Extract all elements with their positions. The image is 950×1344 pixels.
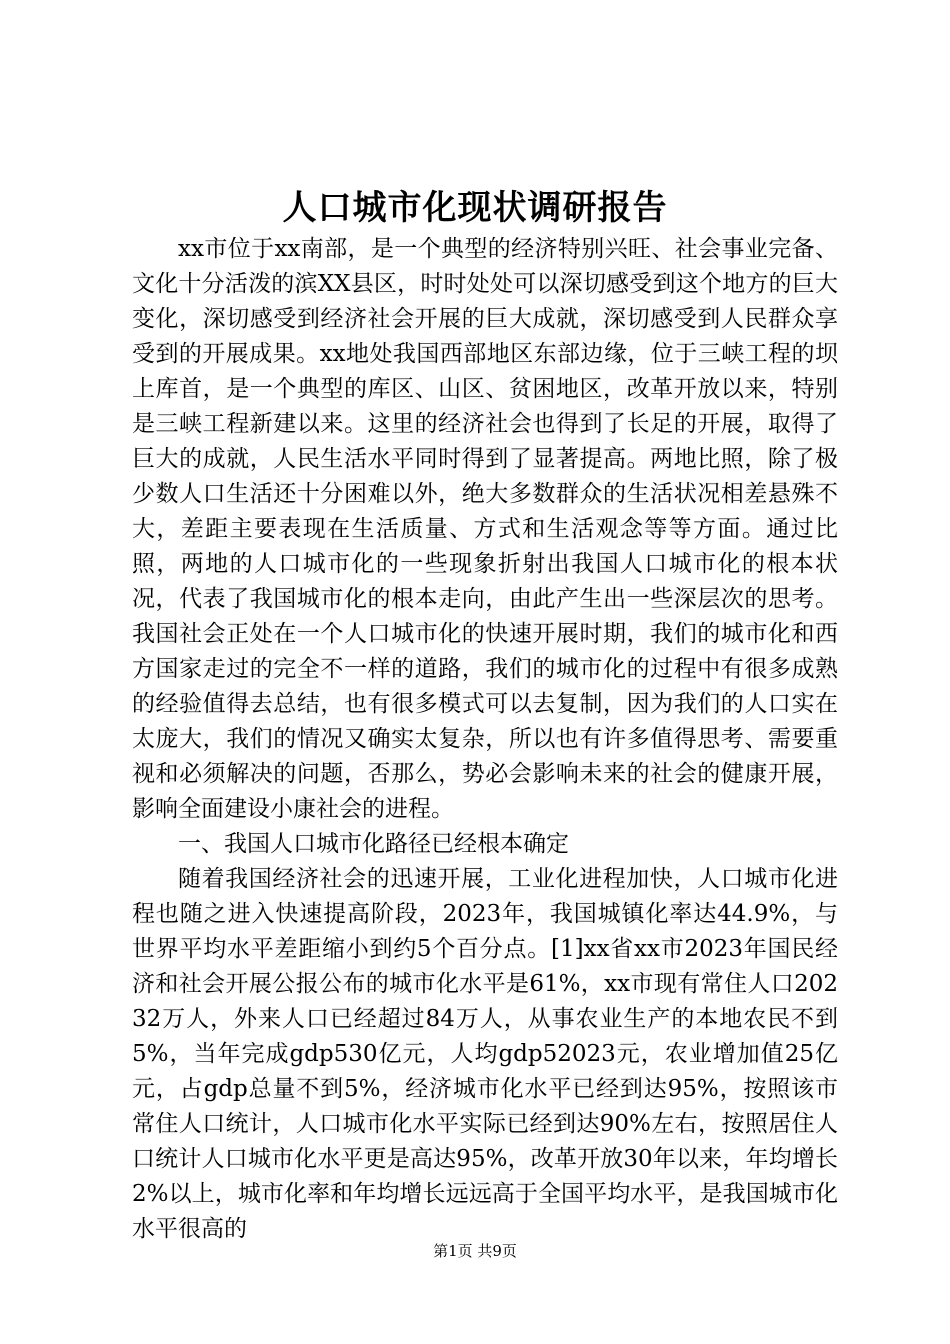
document-title: 人口城市化现状调研报告 <box>282 188 668 228</box>
document-body <box>132 232 838 1247</box>
page-number: 第1页 <box>433 1242 473 1260</box>
page-footer <box>0 1240 950 1262</box>
page-total: 共9页 <box>477 1242 517 1260</box>
paragraph-intro: xx市位于xx南部，是一个典型的经济特别兴旺、社会事业完备、文化十分活泼的滨XX县区，时时处处可以深切感受到这个地方的巨大变化，深切感受到经济社会开展的巨大成就，深切感受到人民群众享受到的开展成果。xx地处我国西部地区东部边缘，位于三峡工程的坝上库首，是一个典型的库区、山区、贫困地区，改革开放以来，特别是三峡工程新建以来。这里的经济社会也得到了长足的开展，取得了巨大的成就，人民生活水平同时得到了显著提高。两地比照，除了极少数人口生活还十分困难以外，绝大多数群众的生活状况相差悬殊不大，差距主要表现在生活质量、方式和生活观念等等方面。通过比照，两地的人口城市化的一些现象折射出我国人口城市化的根本状况，代表了我国城市化的根本走向，由此产生出一些深层次的思考。我国社会正处在一个人口城市化的快速开展时期，我们的城市化和西方国家走过的完全不一样的道路，我们的城市化的过程中有很多成熟的经验值得去总结，也有很多模式可以去复制，因为我们的人口实在太庞大，我们的情况又确实太复杂，所以也有许多值得思考、需要重视和必须解决的问题，否那么，势必会影响未来的社会的健康开展，影响全面建设小康社会的进程。 <box>132 236 838 822</box>
section-heading-1: 一、我国人口城市化路径已经根本确定 <box>178 831 569 857</box>
paragraph-section-1: 随着我国经济社会的迅速开展，工业化进程加快，人口城市化进程也随之进入快速提高阶段，2023年，我国城镇化率达44.9%，与世界平均水平差距缩小到约5个百分点。[1]xx省xx市2023年国民经济和社会开展公报公布的城市化水平是61%，xx市现有常住人口20232万人，外来人口已经超过84万人，从事农业生产的本地农民不到5%，当年完成gdp530亿元，人均gdp52023元，农业增加值25亿元，占gdp总量不到5%，经济城市化水平已经到达95%，按照该市常住人口统计，人口城市化水平实际已经到达90%左右，按照居住人口统计人口城市化水平更是高达95%，改革开放30年以来，年均增长2%以上，城市化率和年均增长远远高于全国平均水平，是我国城市化水平很高的 <box>132 866 838 1242</box>
